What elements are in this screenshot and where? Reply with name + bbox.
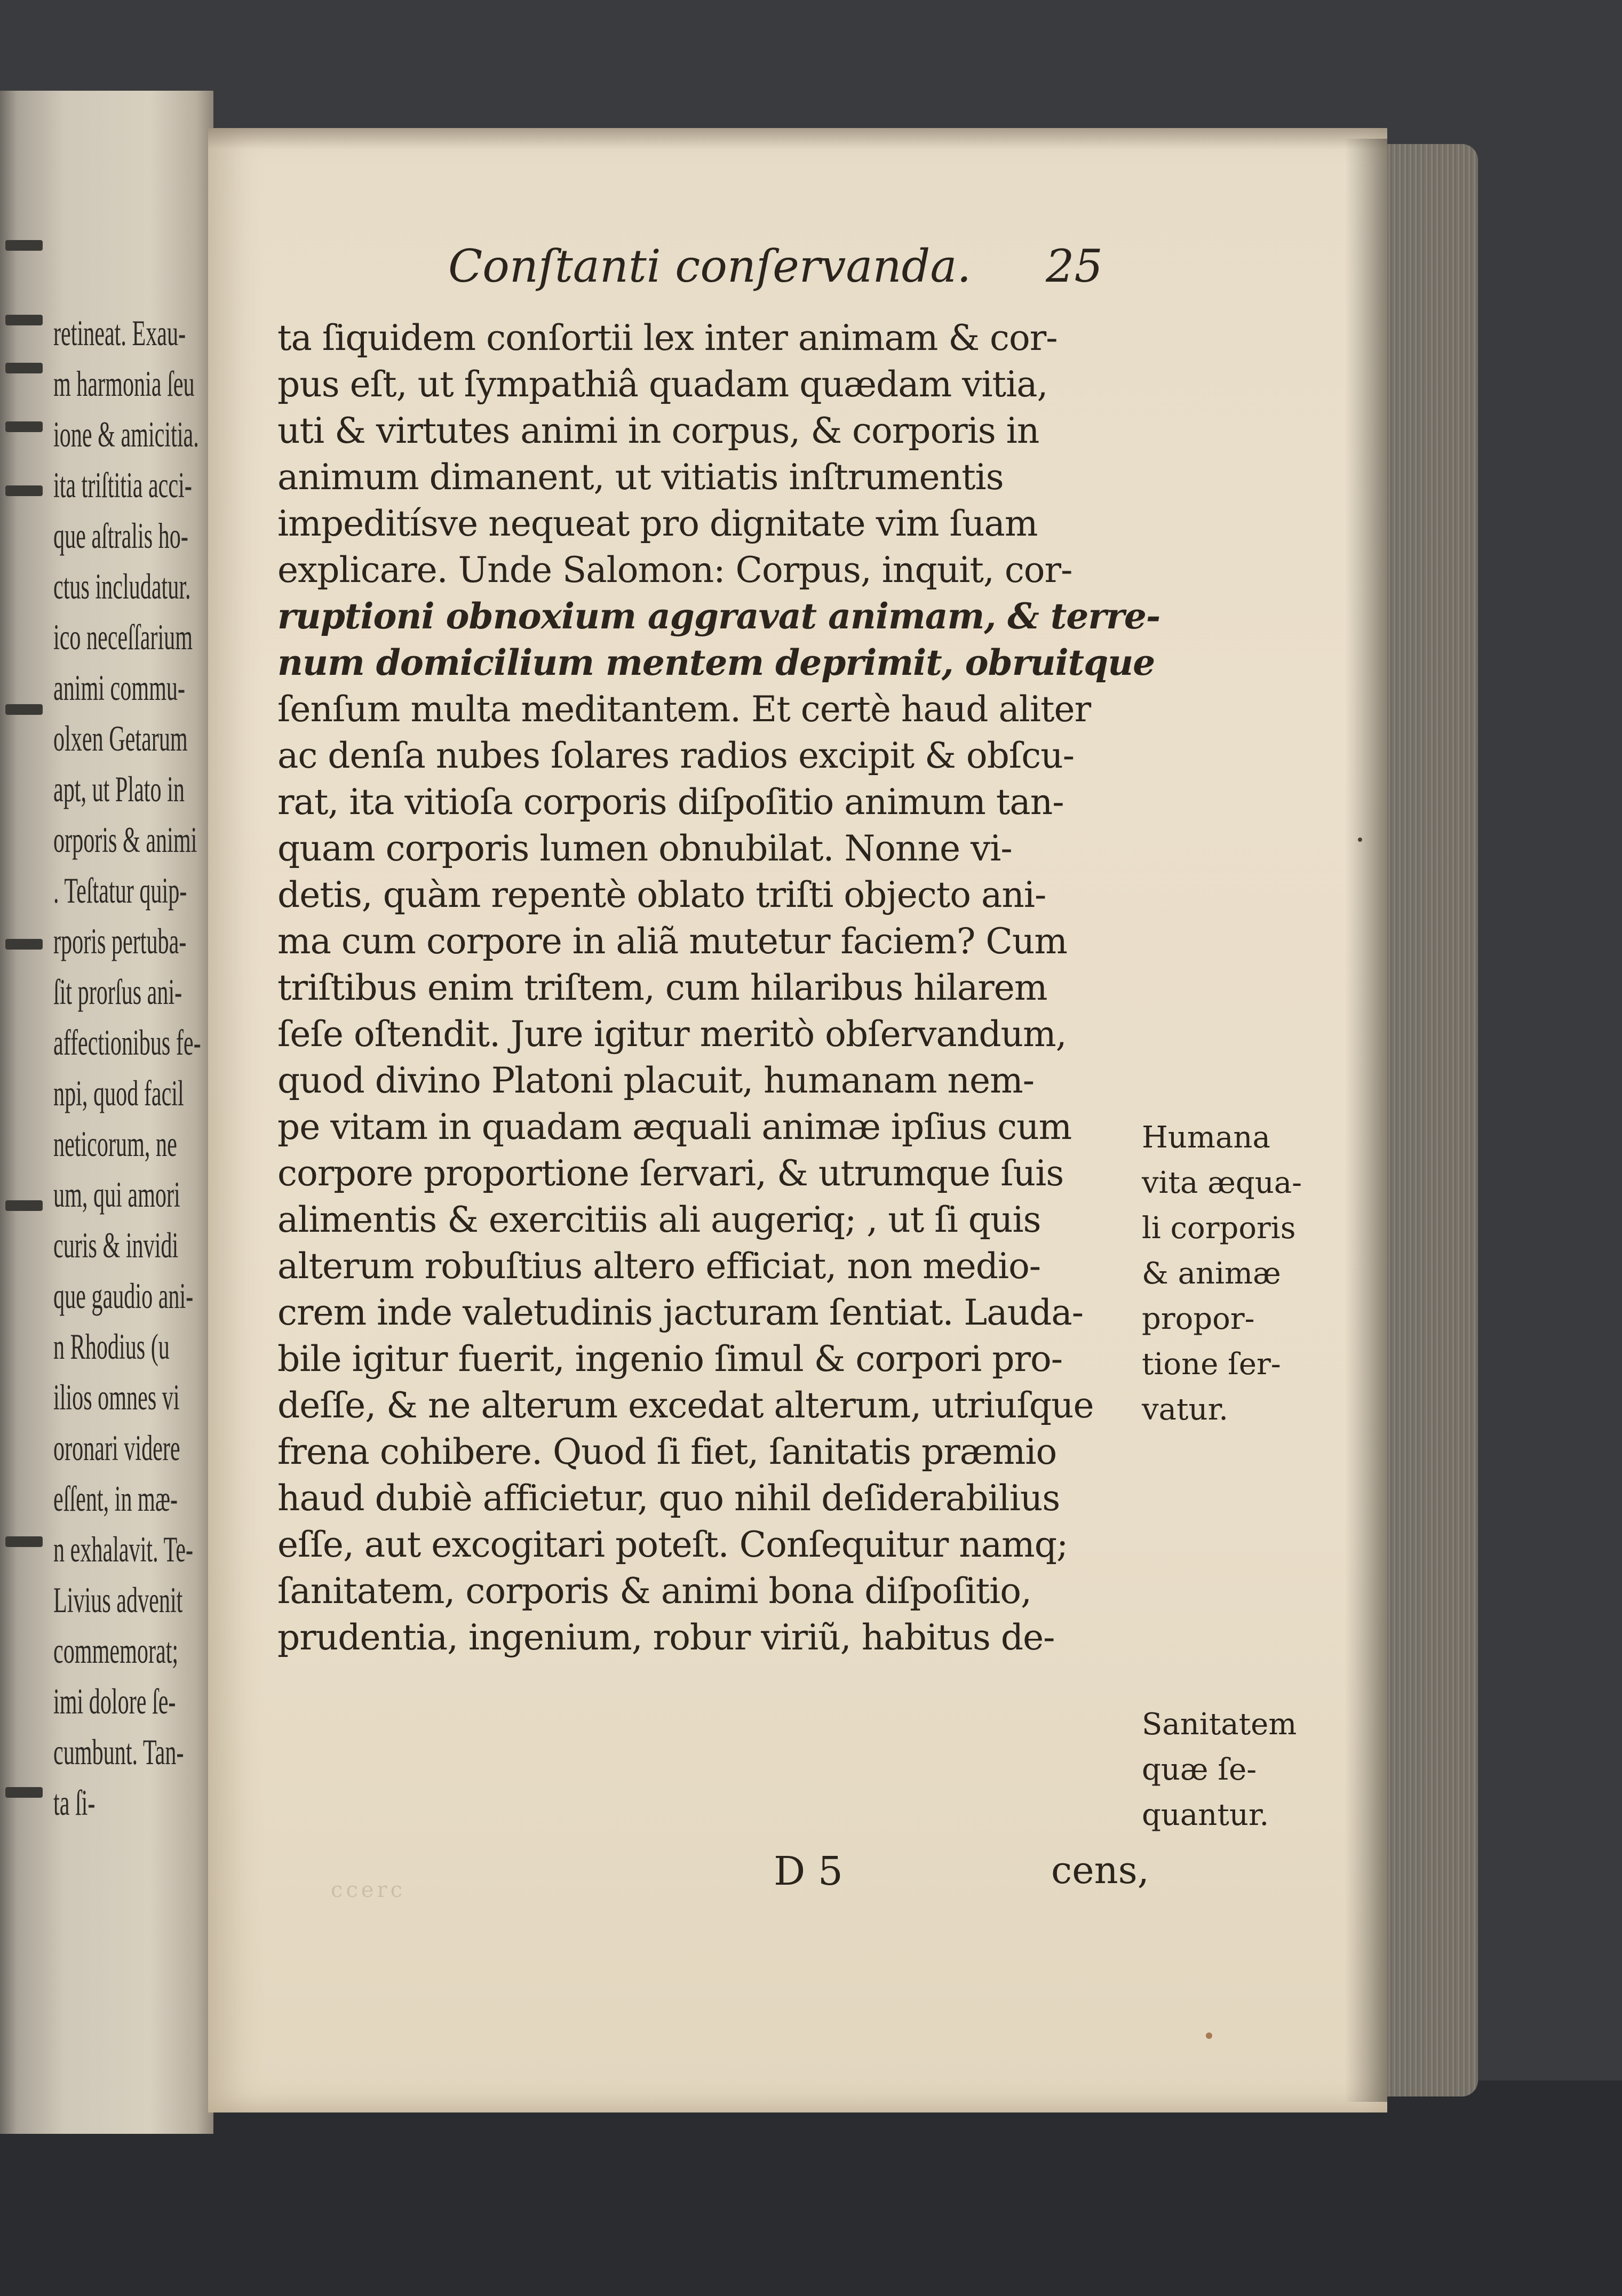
margin-note-humana — [1142, 1115, 1334, 1432]
text-line: rat, ita vitioſa corporis diſpoſitio animum tan- — [277, 782, 1064, 823]
text-line: impeditísve nequeat pro dignitate vim ſuam — [277, 503, 1038, 544]
margin-note-line: li corporis — [1142, 1211, 1296, 1246]
left-page-line: orporis & animi — [53, 819, 197, 860]
text-line: ac denſa nubes ſolares radios excipit & obſcu- — [277, 735, 1075, 776]
text-line: detis, quàm repentè oblato triſti objecto ani- — [277, 874, 1046, 915]
ink-mark — [5, 704, 43, 715]
foxing-spot — [1206, 2032, 1212, 2039]
left-page-line: rporis pertuba- — [53, 921, 187, 961]
text-line: deſſe, & ne alterum excedat alterum, utriuſque — [277, 1385, 1094, 1426]
text-line: pe vitam in quadam æquali animæ ipſius cum — [277, 1106, 1072, 1147]
text-line: eſſe, aut excogitari poteſt. Conſequitur namq; — [277, 1524, 1068, 1565]
page-number: 25 — [1046, 240, 1103, 292]
margin-note-line: & animæ — [1142, 1256, 1281, 1291]
text-line: bile igitur fuerit, ingenio ſimul & corpori pro- — [277, 1338, 1063, 1380]
text-line: haud dubiè afficietur, quo nihil deſiderabilius — [277, 1478, 1060, 1519]
left-page-line: olxen Getarum — [53, 718, 188, 759]
text-line: num domicilium mentem deprimit, obruitque — [277, 642, 1155, 683]
left-page-line: ta ſi- — [53, 1782, 96, 1823]
left-page-line: ilios omnes vi — [53, 1377, 180, 1417]
text-line: ta ſiquidem conſortii lex inter animam & cor- — [277, 317, 1058, 358]
left-page-line: affectionibus fe- — [53, 1022, 201, 1063]
ink-mark — [5, 1787, 43, 1798]
left-page-line: um, qui amori — [53, 1174, 180, 1215]
ink-mark — [5, 939, 43, 950]
margin-note-line: propor- — [1142, 1302, 1255, 1336]
page-top-shadow — [208, 128, 1387, 149]
text-line: ſenſum multa meditantem. Et certè haud aliter — [277, 689, 1091, 730]
left-page-line: curis & invidi — [53, 1225, 179, 1265]
margin-note-line: tione ſer- — [1142, 1347, 1281, 1382]
text-line: quam corporis lumen obnubilat. Nonne vi- — [277, 828, 1012, 869]
text-line: ſeſe oſtendit. Jure igitur meritò obſervandum, — [277, 1014, 1067, 1055]
ink-mark — [5, 315, 43, 325]
body-text — [277, 315, 1160, 1661]
left-page-line: ſit prorſus ani- — [53, 971, 182, 1012]
margin-note-line: quantur. — [1142, 1798, 1269, 1832]
ink-speck — [1358, 838, 1362, 842]
ink-mark — [5, 421, 43, 432]
text-line: ſanitatem, corporis & animi bona diſpoſitio, — [277, 1570, 1031, 1612]
left-page-line: neticorum, ne — [53, 1123, 177, 1164]
margin-note-line: Sanitatem — [1142, 1707, 1297, 1742]
running-title: Conſtanti conſervanda. — [448, 240, 972, 292]
show-through-text: ccerc — [331, 1878, 406, 1902]
left-page-line: ita triſtitia acci- — [53, 465, 192, 505]
ink-mark — [5, 1536, 43, 1547]
left-page-line: oronari videre — [53, 1428, 180, 1468]
text-line: uti & virtutes animi in corpus, & corporis in — [277, 410, 1039, 451]
text-line: pus eſt, ut ſympathiâ quadam quædam vitia, — [277, 364, 1048, 405]
ink-mark — [5, 1200, 43, 1211]
left-facing-page — [0, 91, 213, 2134]
left-page-line: que gaudio ani- — [53, 1275, 194, 1316]
text-line: ma cum corpore in aliã mutetur faciem? Cum — [277, 921, 1067, 962]
page-edge-shadow — [1345, 139, 1387, 2102]
left-page-line: imi dolore ſe- — [53, 1681, 176, 1721]
margin-note-line: quæ ſe- — [1142, 1752, 1257, 1787]
left-page-line: Livius advenit — [53, 1580, 183, 1620]
ink-mark — [5, 363, 43, 373]
text-line: alterum robuſtius altero efficiat, non medio- — [277, 1246, 1041, 1287]
margin-note-line: Humana — [1142, 1120, 1270, 1155]
ink-mark — [5, 485, 43, 496]
left-page-line: cumbunt. Tan- — [53, 1732, 184, 1772]
left-page-line: ico neceſſarium — [53, 617, 193, 657]
text-line: triſtibus enim triſtem, cum hilaribus hilarem — [277, 967, 1047, 1008]
signature-mark: D 5 — [774, 1848, 843, 1894]
text-line: alimentis & exercitiis ali augeriq; , ut ſi quis — [277, 1199, 1041, 1240]
book-fore-edge — [1371, 144, 1478, 2096]
text-line: corpore proportione ſervari, & utrumque ſuis — [277, 1153, 1064, 1194]
left-page-line: n exhalavit. Te- — [53, 1529, 194, 1569]
left-page-line: commemorat; — [53, 1630, 179, 1671]
text-line: animum dimanent, ut vitiatis inſtrumentis — [277, 457, 1004, 498]
left-page-line: npi, quod facil — [53, 1073, 184, 1113]
margin-note-sanitatem — [1142, 1702, 1334, 1838]
text-line: explicare. Unde Salomon: Corpus, inquit, cor- — [277, 549, 1072, 591]
left-page-line: apt, ut Plato in — [53, 769, 185, 809]
text-line: quod divino Platoni placuit, humanam nem- — [277, 1060, 1034, 1101]
left-page-line: . Teſtatur quip- — [53, 870, 187, 911]
margin-note-line: vita æqua- — [1142, 1166, 1302, 1200]
left-page-line: m harmonia ſeu — [53, 363, 195, 404]
catchword: cens, — [1051, 1848, 1149, 1892]
left-page-line: animi commu- — [53, 667, 186, 708]
left-page-line: eſſent, in mæ- — [53, 1478, 178, 1519]
left-page-line: retineat. Exau- — [53, 313, 186, 353]
ink-mark — [5, 240, 43, 251]
text-line: frena cohibere. Quod ſi fiet, ſanitatis præmio — [277, 1431, 1057, 1472]
margin-note-line: vatur. — [1142, 1392, 1229, 1427]
text-line: crem inde valetudinis jacturam ſentiat. Lauda- — [277, 1292, 1083, 1333]
desk-background — [0, 2080, 1622, 2296]
left-page-line: ctus includatur. — [53, 566, 191, 607]
text-line: ruptioni obnoxium aggravat animam, & terre- — [277, 595, 1160, 637]
left-page-line: ione & amicitia. — [53, 414, 199, 455]
text-line: prudentia, ingenium, robur viriũ, habitus de- — [277, 1617, 1055, 1658]
left-page-line: n Rhodius (u — [53, 1326, 170, 1367]
left-page-line: que aſtralis ho- — [53, 515, 188, 556]
page-header — [448, 240, 1142, 304]
